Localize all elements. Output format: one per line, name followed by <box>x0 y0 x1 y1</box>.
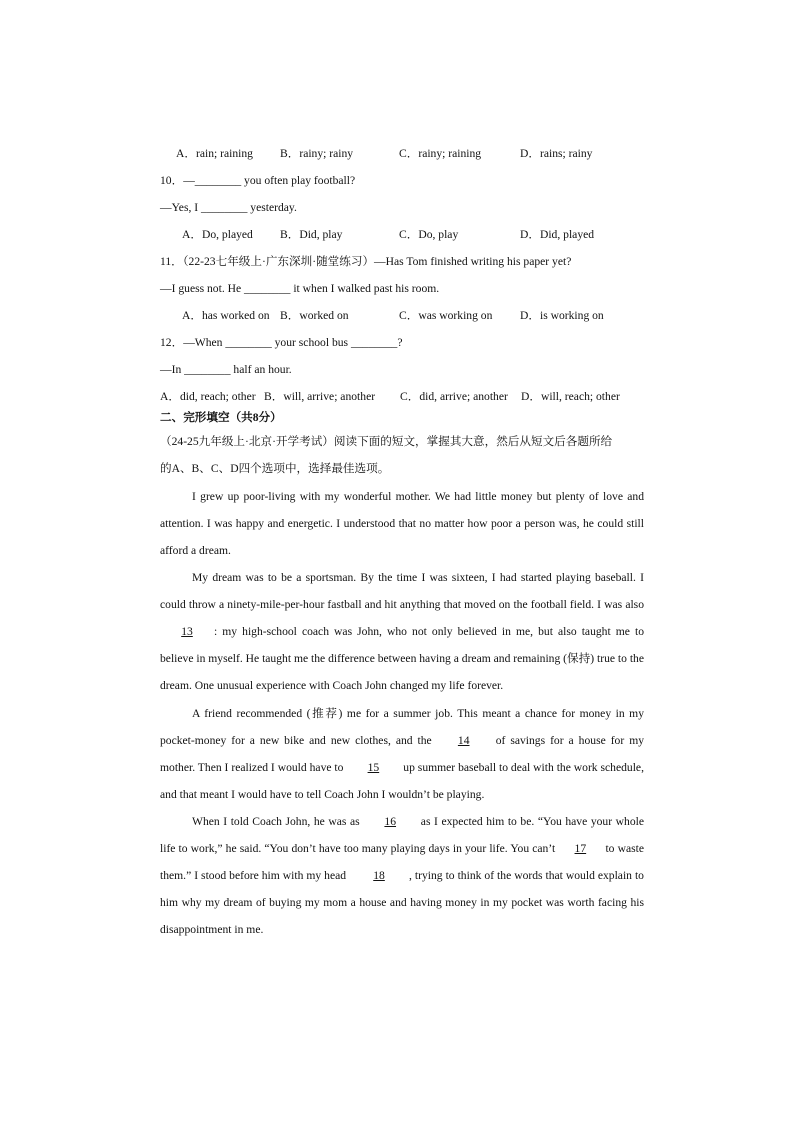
passage-p2-text-a: My dream was to be a sportsman. By the time I was sixteen, I had started playing baseball. I could throw a ninety-mile-per-hour fastball and hit anything that moved on the football field. I was also <box>160 571 644 611</box>
q9-option-a: A．rain; raining <box>176 147 253 160</box>
section-instruction-line1: （24-25九年级上·北京·开学考试）阅读下面的短文，掌握其大意，然后从短文后各题所给 <box>160 435 613 448</box>
q12-prompt: 12．—When ________ your school bus ________? <box>160 336 403 349</box>
passage-paragraph-2 <box>160 564 644 699</box>
q12-option-c: C．did, arrive; another <box>400 390 508 403</box>
blank-13: 13 <box>181 625 193 638</box>
q10-reply: —Yes, I ________ yesterday. <box>160 201 297 214</box>
passage-p4-text-a: When I told Coach John, he was as <box>192 815 360 828</box>
q9-option-b: B．rainy; rainy <box>280 147 354 160</box>
passage-p4-text-c: to waste them.” I stood before him with my head <box>160 842 644 882</box>
q10-option-d: D．Did, played <box>520 228 595 241</box>
passage-p3-text-b: of savings for a house for my mother. Then I realized I would have to <box>160 734 645 774</box>
passage-paragraph-3 <box>160 700 644 808</box>
blank-14: 14 <box>457 734 470 747</box>
q11-option-d: D．is working on <box>520 309 604 322</box>
q10-option-a: A．Do, played <box>182 228 253 241</box>
q9-option-c: C．rainy; raining <box>399 147 482 160</box>
passage-p3-text-a: A friend recommended (推荐) me for a summer job. This meant a chance for money in my pocket-money for a new bike and new clothes, and the <box>160 707 644 747</box>
q11-prompt: 11．（22-23七年级上·广东深圳·随堂练习）—Has Tom finished writing his paper yet? <box>160 255 572 268</box>
q12-reply: —In ________ half an hour. <box>160 363 292 376</box>
q11-option-b: B．worked on <box>280 309 349 322</box>
q11-option-a: A．has worked on <box>182 309 270 322</box>
passage-paragraph-1: I grew up poor-living with my wonderful mother. We had little money but plenty of love and attention. I was happy and energetic. I understood that no matter how poor a person was, he could still afford a dream. <box>160 490 644 557</box>
q10-prompt: 10．—________ you often play football? <box>160 174 356 187</box>
passage-p3-text-c: up summer baseball to deal with the work schedule, and that meant I would have to tell Coach John I wouldn’t be playing. <box>160 761 644 801</box>
section-heading: 二、完形填空（共8分） <box>160 411 282 424</box>
passage-p4-text-d: , trying to think of the words that would explain to him why my dream of buying my mom a house and having money in my pocket was worth facing his disappointment in me. <box>160 869 644 936</box>
q10-option-c: C．Do, play <box>399 228 459 241</box>
q11-reply: —I guess not. He ________ it when I walked past his room. <box>160 282 440 295</box>
q9-option-d: D．rains; rainy <box>520 147 593 160</box>
blank-17: 17 <box>574 842 587 855</box>
blank-15: 15 <box>367 761 380 774</box>
passage-p4-text-b: as I expected him to be. “You have your whole life to work,” he said. “You don’t have too many playing days in your life. You can’t <box>160 815 644 855</box>
q10-option-b: B．Did, play <box>280 228 343 241</box>
passage-p2-text-b: : my high-school coach was John, who not only believed in me, but also taught me to believe in myself. He taught me the difference between having a dream and remaining (保持) true to the dream. One unusual experience with Coach John changed my life forever. <box>160 625 644 692</box>
passage-paragraph-4 <box>160 808 644 943</box>
blank-16: 16 <box>384 815 397 828</box>
q12-option-b: B．will, arrive; another <box>264 390 376 403</box>
q12-option-a: A．did, reach; other <box>160 390 256 403</box>
blank-18: 18 <box>373 869 385 882</box>
q12-option-d: D．will, reach; other <box>521 390 620 403</box>
q11-option-c: C．was working on <box>399 309 493 322</box>
section-instruction-line2: 的A、B、C、D四个选项中，选择最佳选项。 <box>160 462 390 475</box>
